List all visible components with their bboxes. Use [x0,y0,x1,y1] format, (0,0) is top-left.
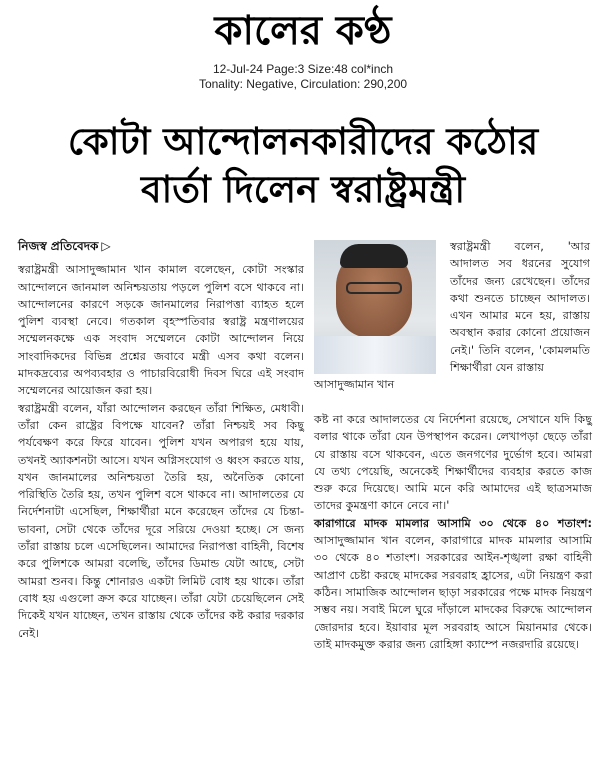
paragraph-2: স্বরাষ্ট্রমন্ত্রী বলেন, যাঁরা আন্দোলন করছেন তাঁরা শিক্ষিত, মেধাবী। তাঁরা কেন রাষ্ট্রের বিপক্ষে যাবেন? তাঁরা নিশ্চয়ই সব কিছু পর্যবেক্ষণ করে ফিরে যাবেন। পুলিশ যখন অপারগ হয়ে যায়, তখনই অ্যাকশনটা আসে। যখন অগ্নিসংযোগ ও ধ্বংস করতে যায়, যখন জানমালের অনিশ্চয়তা তৈরি হয়, অনৈতিক কোনো পরিস্থিতি তৈরি হয়, তখন পুলিশ বসে থাকবে না। আদালতের যে নির্দেশনাটা এসেছিল, শিক্ষার্থীরা মনে করেছেন তাঁদের যে চিন্তা-ভাবনা, সেটা থেকে তাঁদের দূরে সরিয়ে দেওয়া হচ্ছে। সে জন্য তাঁরা রাস্তায় চলে এসেছিলেন। আমাদের নিরাপত্তা বাহিনী, বিশেষ করে পুলিশকে আমরা বলেছি, তাঁদের ডিমান্ড যেটা আছে, সেটা আমরা শুনব। কিন্তু শোনারও একটা লিমিট বোধ হয় থাকে। তাঁরা বোধ হয় এগুলো ক্রস করে যাচ্ছেন। তাঁরা যেটা চেয়েছিলেন সেই দিকেই যখন যাচ্ছেন, তখন রাস্তায় থেকে তাঁদের কষ্ট করার দরকার নেই। [18,401,304,640]
paragraph-4 [314,515,592,653]
article-wide-column [314,411,592,653]
headline-line-2: বার্তা দিলেন স্বরাষ্ট্রমন্ত্রী [140,168,466,211]
clipping-meta-date-page: 12-Jul-24 Page:3 Size:48 col*inch [212,62,394,76]
article-right-column: স্বরাষ্ট্রমন্ত্রী বলেন, 'আর আদালত সব ধরনের সুযোগ তাঁদের জন্য রেখেছেন। তাঁদের কথা শুনতে চাচ্ছেন আদালত। এখন আমার মনে হয়, রাস্তায় অবস্থান করার কোনো প্রয়োজন নেই।' তিনি বলেন, 'কোমলমতি শিক্ষার্থীরা যেন রাস্তায় [450,240,590,375]
byline [18,238,304,255]
clipping-meta-tonality: Tonality: Negative, Circulation: 290,200 [198,77,408,91]
paragraph-4-body: আসাদুজ্জামান খান বলেন, কারাগারে মাদক মামলার আসামি ৩০ থেকে ৪০ শতাংশ। সরকারের আইন-শৃঙ্খলা রক্ষা বাহিনী আপ্রাণ চেষ্টা করছে মাদকের সরবরাহ হ্রাসের, এটা নিয়ন্ত্রণ করা কঠিন। সামাজিক আন্দোলন ছাড়া সরকারের পক্ষে মাদক নিয়ন্ত্রণ সম্ভব নয়। সবাই মিলে ঘুরে দাঁড়ালে মাদকের বিরুদ্ধে আন্দোলন জোরদার হবে। ইয়াবার মূল সরবরাহ আসে মিয়ানমার থেকে। তাই মাদকমুক্ত করার জন্য রোহিঙ্গা ক্যাম্পে নজরদারি রয়েছে। [314,534,592,651]
paragraph-1: স্বরাষ্ট্রমন্ত্রী আসাদুজ্জামান খান কামাল বলেছেন, কোটা সংস্কার আন্দোলনে জানমাল অনিশ্চয়তায় পড়লে পুলিশ বসে থাকবে না। আন্দোলনের কারণে সড়কে জানমালের নিরাপত্তা ব্যাহত হলে পুলিশ ব্যবস্থা নেবে। গতকাল বৃহস্পতিবার স্বরাষ্ট্র মন্ত্রণালয়ের সম্মেলনকক্ষে এক সংবাদ সম্মেলনে কোটা আন্দোলন নিয়ে সাংবাদিকদের বিভিন্ন প্রশ্নের জবাবে মন্ত্রী এসব কথা বলেন। মাদকদ্রব্যের অপব্যবহার ও পাচারবিরোধী দিবস ঘিরে এই সংবাদ সম্মেলনের আয়োজন করা হয়। [18,263,304,398]
byline-text: নিজস্ব প্রতিবেদক [18,239,99,253]
article-headline [10,118,596,214]
subheading: কারাগারে মাদক মামলার আসামি ৩০ থেকে ৪০ শতাংশ: [314,516,592,530]
article-left-column [18,238,304,642]
photo-caption: আসাদুজ্জামান খান [314,378,395,391]
paragraph-3: কষ্ট না করে আদালতের যে নির্দেশনা রয়েছে, সেখানে যদি কিছু বলার থাকে তাঁরা যেন উপস্থাপন করেন। লেখাপড়া ছেড়ে তাঁরা যে রাস্তায় বসে থাকবেন, এতে জনগণের দুর্ভোগ হবে। আমরা যে তথ্য পেয়েছি, অনেকেই শিক্ষার্থীদের ব্যবহার করতে কাজ শুরু করে দিয়েছে। আমি মনে করি আমাদের এই ছাত্রসমাজ তাদের কুমন্ত্রণা কানে নেবে না।' [314,413,592,513]
photo-shirt [314,336,436,374]
photo-hair [340,244,408,268]
newspaper-masthead: কালের কণ্ঠ [214,7,392,54]
triangle-marker-icon: ▷ [101,239,111,253]
photo-glasses [346,282,402,294]
headline-line-1: কোটা আন্দোলনকারীদের কঠোর [67,120,539,163]
portrait-photo [314,240,436,374]
